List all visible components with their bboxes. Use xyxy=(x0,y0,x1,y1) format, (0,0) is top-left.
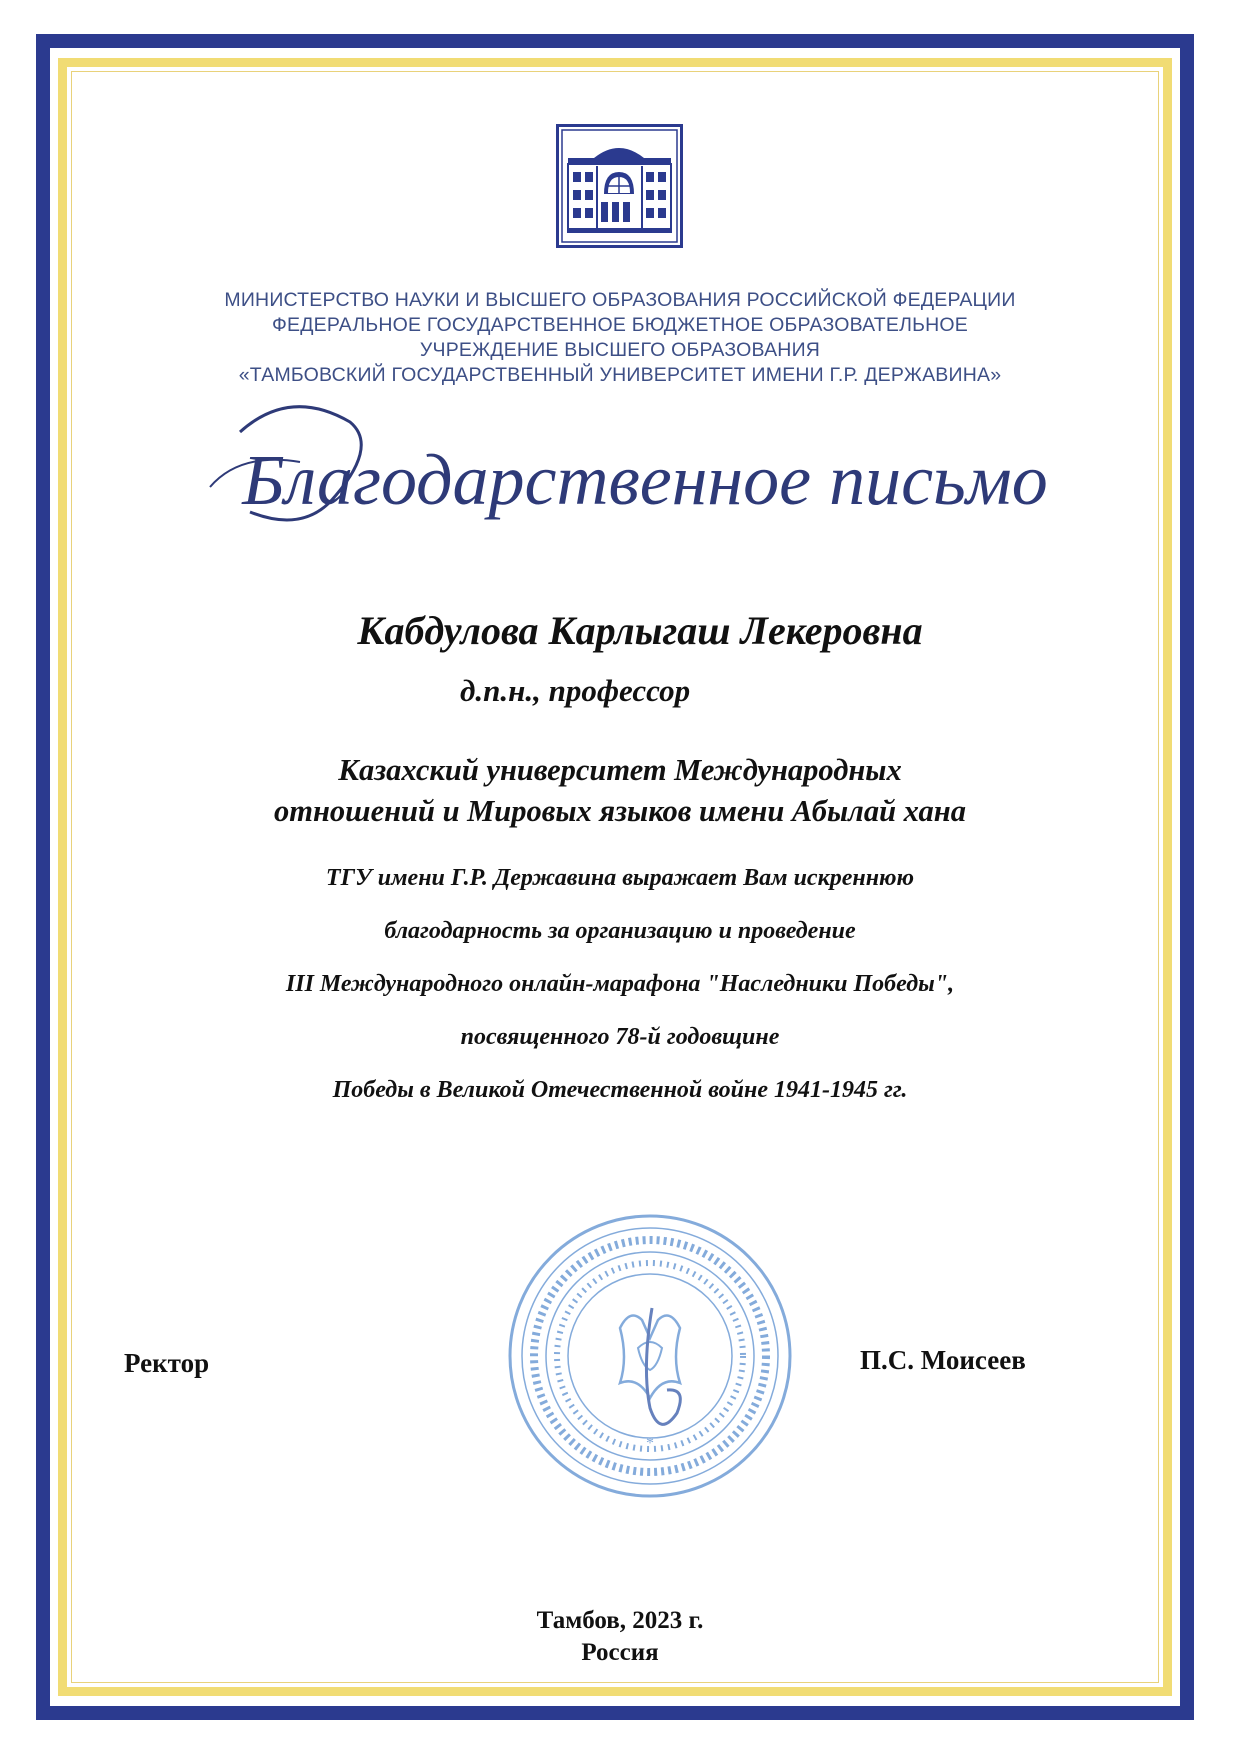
signer-name: П.С. Моисеев xyxy=(860,1345,1026,1375)
body-line: благодарность за организацию и проведение xyxy=(384,918,856,944)
recipient-organization xyxy=(120,750,1120,832)
header-line: МИНИСТЕРСТВО НАУКИ И ВЫСШЕГО ОБРАЗОВАНИЯ РОССИЙСКОЙ ФЕДЕРАЦИИ xyxy=(224,289,1016,311)
document-title xyxy=(180,392,1110,542)
body-line: ТГУ имени Г.Р. Державина выражает Вам искреннюю xyxy=(325,865,915,891)
place-and-date xyxy=(420,1605,820,1669)
body-line: посвященного 78-й годовщине xyxy=(460,1024,780,1050)
recipient-name: Кабдулова Карлыгаш Лекеровна xyxy=(357,608,923,653)
university-building-logo-icon xyxy=(556,124,683,248)
gratitude-text xyxy=(120,852,1120,1117)
header-line: УЧРЕЖДЕНИЕ ВЫСШЕГО ОБРАЗОВАНИЯ xyxy=(419,339,821,361)
body-line: III Международного онлайн-марафона "Наследники Победы", xyxy=(285,971,955,997)
header-line: «ТАМБОВСКИЙ ГОСУДАРСТВЕННЫЙ УНИВЕРСИТЕТ ИМЕНИ Г.Р. ДЕРЖАВИНА» xyxy=(238,364,1002,386)
svg-text:*: * xyxy=(646,1435,654,1452)
country-line: Россия xyxy=(581,1639,659,1666)
body-line: Победы в Великой Отечественной войне 1941-1945 гг. xyxy=(332,1077,908,1103)
header-line: ФЕДЕРАЛЬНОЕ ГОСУДАРСТВЕННОЕ БЮДЖЕТНОЕ ОБРАЗОВАТЕЛЬНОЕ xyxy=(272,314,968,336)
official-seal-stamp-icon xyxy=(502,1208,798,1504)
organization-line: Казахский университет Международных xyxy=(338,753,902,787)
place-date-line: Тамбов, 2023 г. xyxy=(536,1607,704,1634)
title-text: Благодарственное письмо xyxy=(242,440,1048,520)
recipient-degree: д.п.н., профессор xyxy=(460,673,691,708)
institution-header xyxy=(120,288,1120,388)
signer-title: Ректор xyxy=(124,1348,210,1378)
organization-line: отношений и Мировых языков имени Абылай хана xyxy=(274,794,966,828)
